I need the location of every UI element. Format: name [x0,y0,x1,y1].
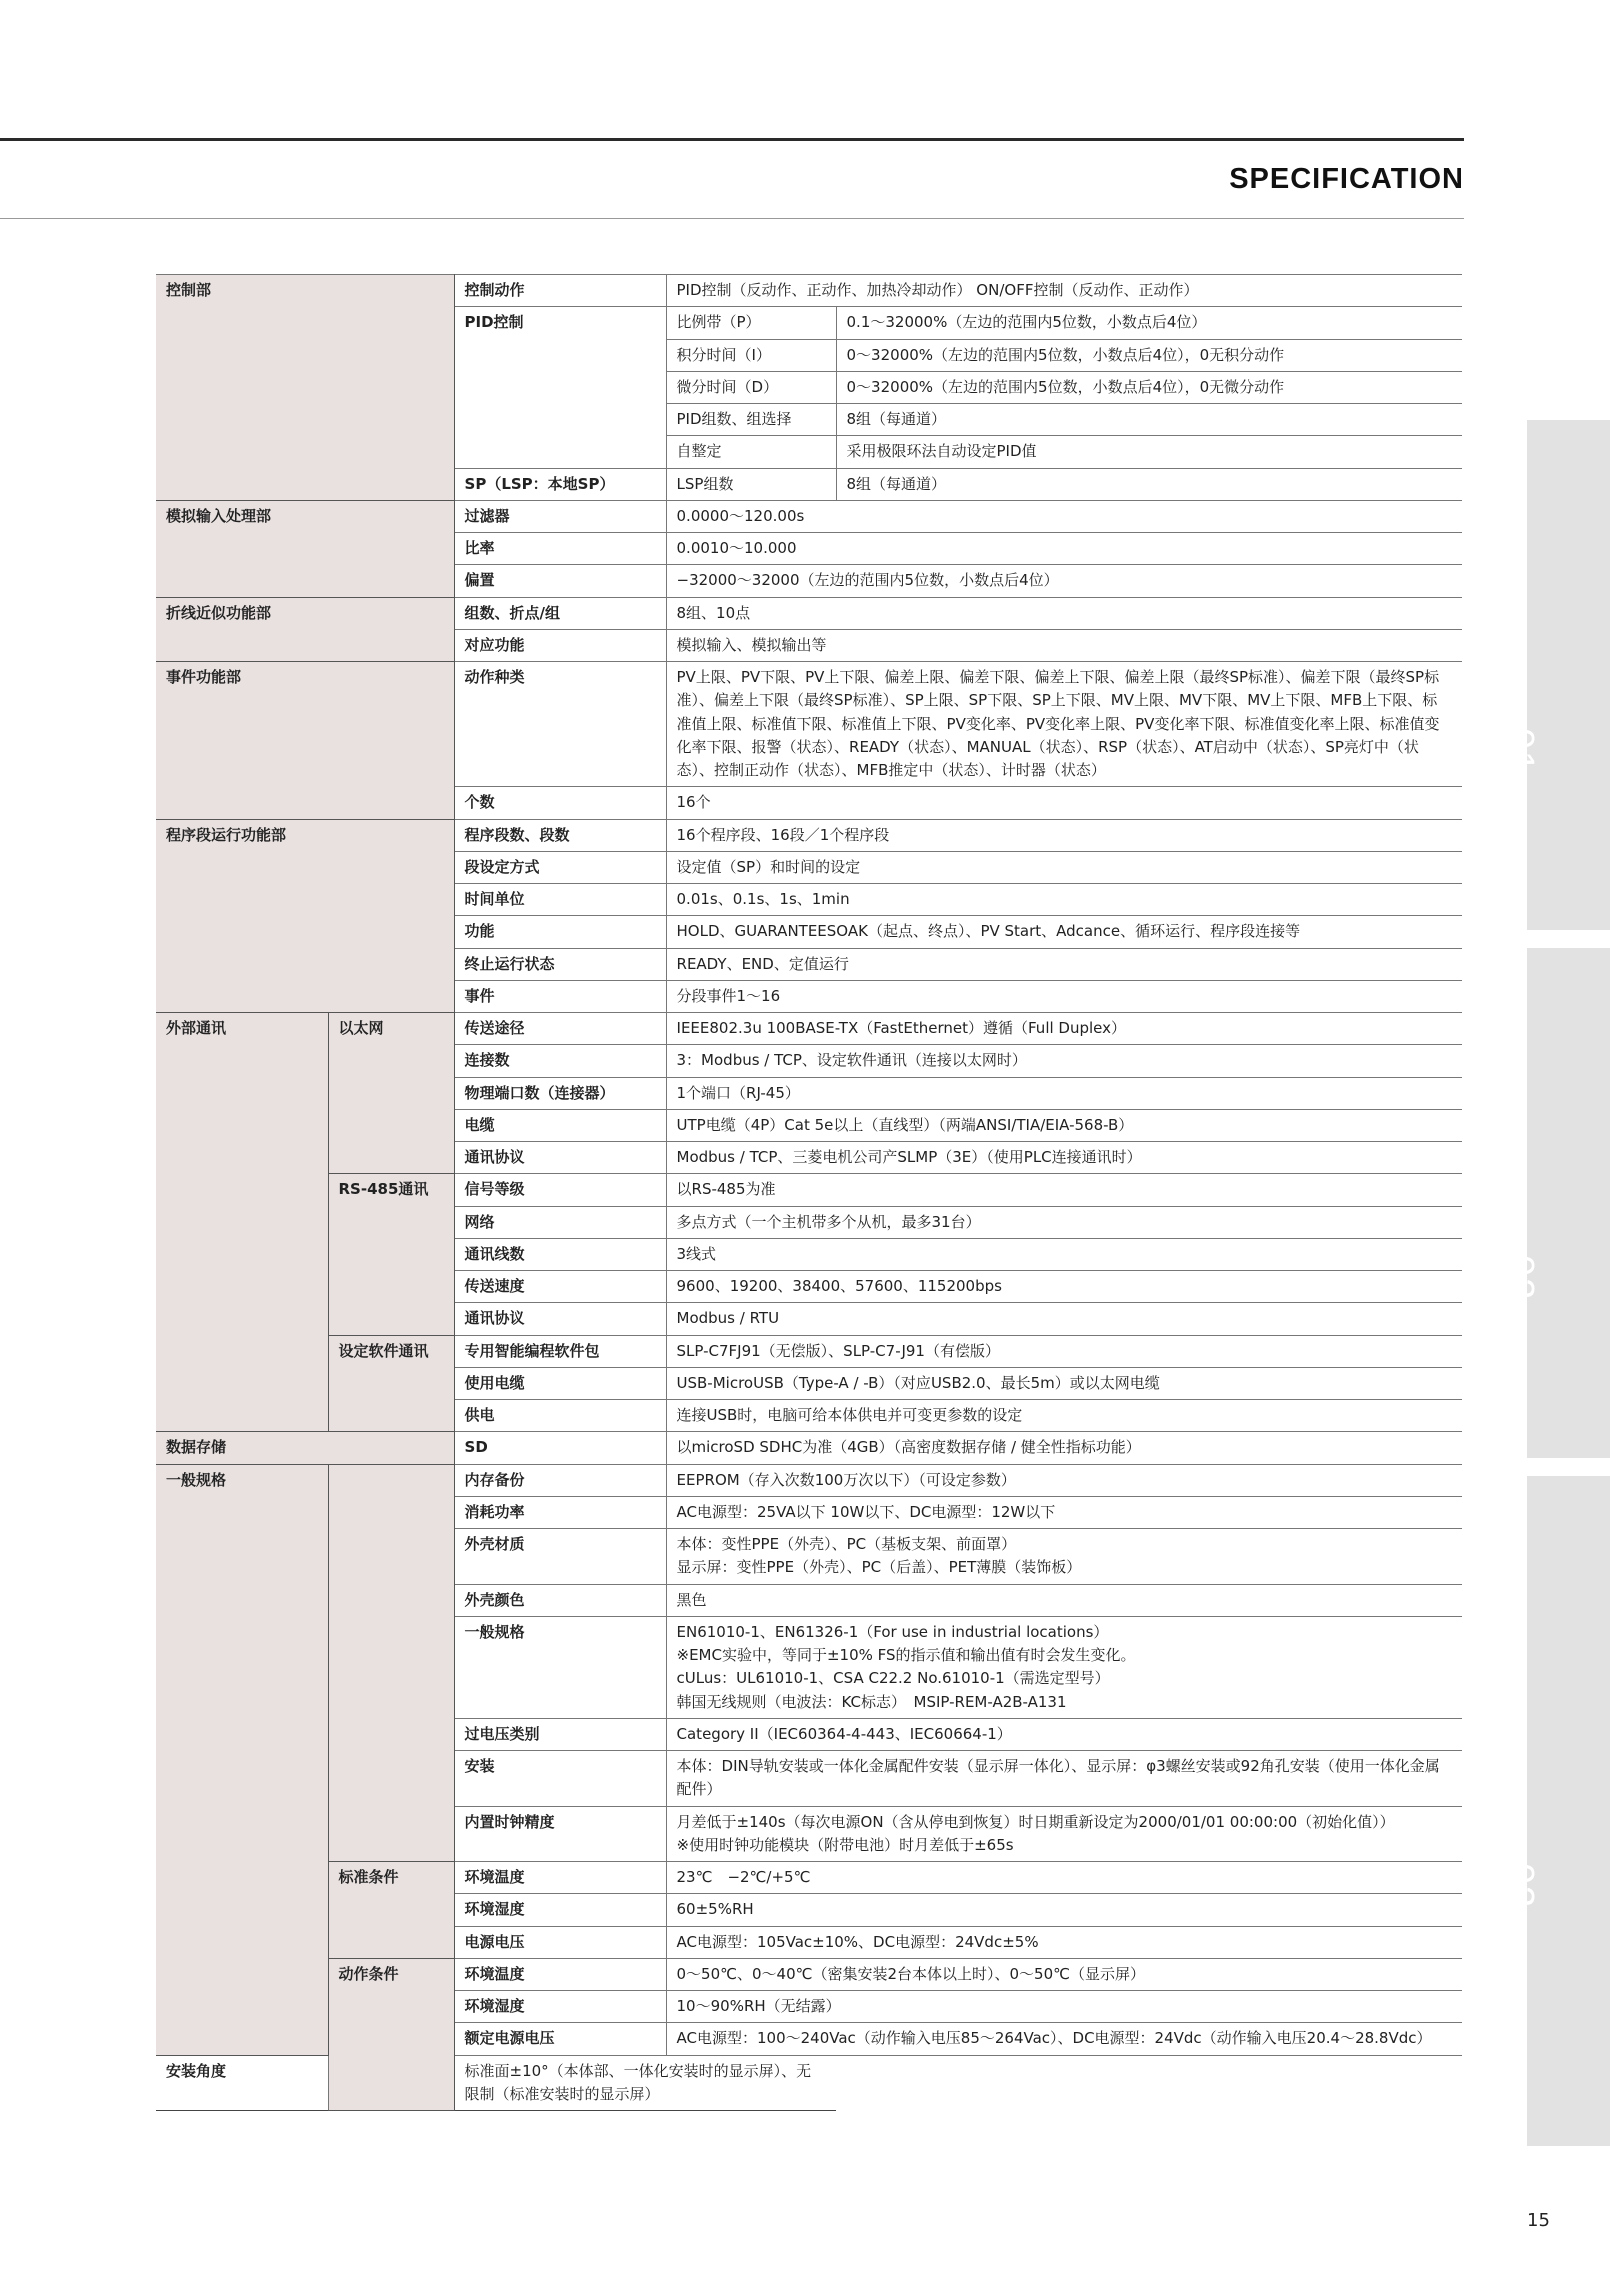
value-cell: USB-MicroUSB（Type-A / -B）（对应USB2.0、最长5m）或以太网电缆 [666,1367,1462,1399]
item-cell: 电源电压 [454,1926,666,1958]
item-cell: 安装角度 [156,2055,328,2111]
item-cell: 网络 [454,1206,666,1238]
item-cell: 一般规格 [454,1616,666,1718]
table-row [156,1432,1462,1464]
spec-table [156,274,1462,2111]
item-cell: 外壳颜色 [454,1584,666,1616]
value-cell: EN61010-1、EN61326-1（For use in industrial locations） ※EMC实验中，等同于±10% FS的指示值和输出值有时会发生变化。 cULus：UL61010-1、CSA C22.2 No.61010-1（需选定型号） 韩国无线规则（电波法：KC标志） MSIP-REM-A2B-A131 [666,1616,1462,1718]
value-cell: 8组、10点 [666,597,1462,629]
value-cell: 黑色 [666,1584,1462,1616]
value-cell: AC电源型：105Vac±10%、DC电源型：24Vdc±5% [666,1926,1462,1958]
value-cell: UTP电缆（4P）Cat 5e以上（直线型）（两端ANSI/TIA/EIA-568-B） [666,1109,1462,1141]
subcategory-cell: 动作条件 [328,1958,454,2110]
value-cell: EEPROM（存入次数100万次以下）（可设定参数） [666,1464,1462,1496]
value-cell: 以microSD SDHC为准（4GB）（高密度数据存储 / 健全性指标功能） [666,1432,1462,1464]
item-cell: 电缆 [454,1109,666,1141]
value-cell: −32000～32000（左边的范围内5位数，小数点后4位） [666,565,1462,597]
value-cell: AC电源型：25VA以下 10W以下、DC电源型：12W以下 [666,1496,1462,1528]
value-cell: AC电源型：100～240Vac（动作输入电压85～264Vac）、DC电源型：24Vdc（动作输入电压20.4～28.8Vdc） [666,2023,1462,2055]
param-value-cell: 8组（每通道） [836,404,1462,436]
item-cell: 个数 [454,787,666,819]
item-cell: 传送途径 [454,1013,666,1045]
item-cell: 组数、折点/组 [454,597,666,629]
item-cell: 通讯协议 [454,1142,666,1174]
param-value-cell: 0～32000%（左边的范围内5位数，小数点后4位），0无微分动作 [836,371,1462,403]
category-cell: 折线近似功能部 [156,597,454,662]
item-cell: 内存备份 [454,1464,666,1496]
table-row [156,597,1462,629]
value-cell: Category II（IEC60364-4-443、IEC60664-1） [666,1718,1462,1750]
table-row [156,1335,1462,1367]
value-cell: SLP-C7FJ91（无偿版）、SLP-C7-J91（有偿版） [666,1335,1462,1367]
table-row [156,662,1462,787]
category-cell: 程序段运行功能部 [156,819,454,1013]
table-row [156,1958,1462,1990]
param-label-cell: 微分时间（D） [666,371,836,403]
table-row [156,500,1462,532]
item-cell: 事件 [454,980,666,1012]
page-number: 15 [1527,2210,1550,2231]
value-cell: HOLD、GUARANTEESOAK（起点、终点）、PV Start、Adcance、循环运行、程序段连接等 [666,916,1462,948]
item-cell: 环境湿度 [454,1894,666,1926]
value-cell: 23℃ −2℃/+5℃ [666,1862,1462,1894]
item-cell: 供电 [454,1400,666,1432]
item-cell: 程序段数、段数 [454,819,666,851]
value-cell: 1个端口（RJ-45） [666,1077,1462,1109]
param-label-cell: 比例带（P） [666,307,836,339]
item-cell: 安装 [454,1751,666,1807]
item-cell: 外壳材质 [454,1529,666,1585]
item-cell: 动作种类 [454,662,666,787]
value-cell: 多点方式（一个主机带多个从机，最多31台） [666,1206,1462,1238]
item-cell: 信号等级 [454,1174,666,1206]
table-row [156,1174,1462,1206]
value-cell: 3线式 [666,1238,1462,1270]
category-cell: 数据存储 [156,1432,454,1464]
item-cell: 通讯线数 [454,1238,666,1270]
category-cell: 事件功能部 [156,662,454,820]
subcategory-cell: RS-485通讯 [328,1174,454,1335]
value-cell: 本体：变性PPE（外壳）、PC（基板支架、前面罩） 显示屏：变性PPE（外壳）、PC（后盖）、PET薄膜（装饰板） [666,1529,1462,1585]
item-cell: 使用电缆 [454,1367,666,1399]
value-cell: 连接USB时，电脑可给本体供电并可变更参数的设定 [666,1400,1462,1432]
param-label-cell: LSP组数 [666,468,836,500]
header-divider [0,218,1464,219]
item-cell: PID控制 [454,307,666,468]
item-cell: 连接数 [454,1045,666,1077]
item-cell: 环境温度 [454,1958,666,1990]
item-cell: SP（LSP：本地SP） [454,468,666,500]
item-cell: 过电压类别 [454,1718,666,1750]
item-cell: 控制动作 [454,275,666,307]
value-cell: 10～90%RH（无结露） [666,1991,1462,2023]
value-cell: 60±5%RH [666,1894,1462,1926]
item-cell: SD [454,1432,666,1464]
header-rule [0,138,1464,141]
param-label-cell: PID组数、组选择 [666,404,836,436]
param-value-cell: 采用极限环法自动设定PID值 [836,436,1462,468]
item-cell: 传送速度 [454,1271,666,1303]
value-cell: PV上限、PV下限、PV上下限、偏差上限、偏差下限、偏差上下限、偏差上限（最终SP标准）、偏差下限（最终SP标准）、偏差上下限（最终SP标准）、SP上限、SP下限、SP上下限、MV上限、MV下限、MV上下限、MFB上下限、标准值上限、标准值下限、标准值上下限、PV变化率、PV变化率上限、PV变化率下限、标准值变化率上限、标准值变化率下限、报警（状态）、READY（状态）、MANUAL（状态）、RSP（状态）、AT启动中（状态）、SP亮灯中（状态）、控制正动作（状态）、MFB推定中（状态）、计时器（状态） [666,662,1462,787]
item-cell: 终止运行状态 [454,948,666,980]
table-row [156,1862,1462,1894]
param-value-cell: 8组（每通道） [836,468,1462,500]
param-value-cell: 0.1～32000%（左边的范围内5位数，小数点后4位） [836,307,1462,339]
value-cell: 0.0000～120.00s [666,500,1462,532]
feature-tab-01-label: FEATURE01 [1499,598,1541,775]
table-row [156,1013,1462,1045]
value-cell: PID控制（反动作、正动作、加热冷却动作） ON/OFF控制（反动作、正动作） [666,275,1462,307]
category-cell: 一般规格 [156,1464,328,2055]
subcategory-cell: 以太网 [328,1013,454,1174]
item-cell: 比率 [454,533,666,565]
item-cell: 专用智能编程软件包 [454,1335,666,1367]
subcategory-cell [328,1464,454,1862]
value-cell: 标准面±10°（本体部、一体化安装时的显示屏）、无限制（标准安装时的显示屏） [454,2055,836,2111]
value-cell: 以RS-485为准 [666,1174,1462,1206]
value-cell: 16个程序段、16段／1个程序段 [666,819,1462,851]
table-row [156,275,1462,307]
item-cell: 物理端口数（连接器） [454,1077,666,1109]
feature-tab-03-label: FEATURE03 [1499,1733,1541,1910]
item-cell: 偏置 [454,565,666,597]
value-cell: Modbus / RTU [666,1303,1462,1335]
value-cell: 3：Modbus / TCP、设定软件通讯（连接以太网时） [666,1045,1462,1077]
item-cell: 消耗功率 [454,1496,666,1528]
value-cell: 0.0010～10.000 [666,533,1462,565]
item-cell: 额定电源电压 [454,2023,666,2055]
param-value-cell: 0～32000%（左边的范围内5位数，小数点后4位），0无积分动作 [836,339,1462,371]
value-cell: 设定值（SP）和时间的设定 [666,851,1462,883]
param-label-cell: 积分时间（I） [666,339,836,371]
value-cell: 0～50℃、0～40℃（密集安装2台本体以上时）、0～50℃（显示屏） [666,1958,1462,1990]
item-cell: 通讯协议 [454,1303,666,1335]
value-cell: 模拟输入、模拟输出等 [666,629,1462,661]
value-cell: 本体：DIN导轨安装或一体化金属配件安装（显示屏一体化）、显示屏：φ3螺丝安装或92角孔安装（使用一体化金属配件） [666,1751,1462,1807]
subcategory-cell: 设定软件通讯 [328,1335,454,1432]
value-cell: 月差低于±140s（每次电源ON（含从停电到恢复）时日期重新设定为2000/01/01 00:00:00（初始化值）） ※使用时钟功能模块（附带电池）时月差低于±65s [666,1806,1462,1862]
item-cell: 过滤器 [454,500,666,532]
value-cell: 16个 [666,787,1462,819]
item-cell: 环境湿度 [454,1991,666,2023]
table-row [156,819,1462,851]
value-cell: 9600、19200、38400、57600、115200bps [666,1271,1462,1303]
item-cell: 环境温度 [454,1862,666,1894]
feature-tab-02-label: FEATURE02 [1499,1125,1541,1302]
category-cell: 外部通讯 [156,1013,328,1432]
item-cell: 时间单位 [454,884,666,916]
item-cell: 功能 [454,916,666,948]
item-cell: 内置时钟精度 [454,1806,666,1862]
value-cell: 0.01s、0.1s、1s、1min [666,884,1462,916]
value-cell: IEEE802.3u 100BASE-TX（FastEthernet）遵循（Full Duplex） [666,1013,1462,1045]
item-cell: 对应功能 [454,629,666,661]
category-cell: 模拟输入处理部 [156,500,454,597]
param-label-cell: 自整定 [666,436,836,468]
page-title: SPECIFICATION [1229,163,1464,195]
value-cell: 分段事件1～16 [666,980,1462,1012]
category-cell: 控制部 [156,275,454,501]
item-cell: 段设定方式 [454,851,666,883]
subcategory-cell: 标准条件 [328,1862,454,1959]
value-cell: Modbus / TCP、三菱电机公司产SLMP（3E）（使用PLC连接通讯时） [666,1142,1462,1174]
value-cell: READY、END、定值运行 [666,948,1462,980]
table-row [156,1464,1462,1496]
